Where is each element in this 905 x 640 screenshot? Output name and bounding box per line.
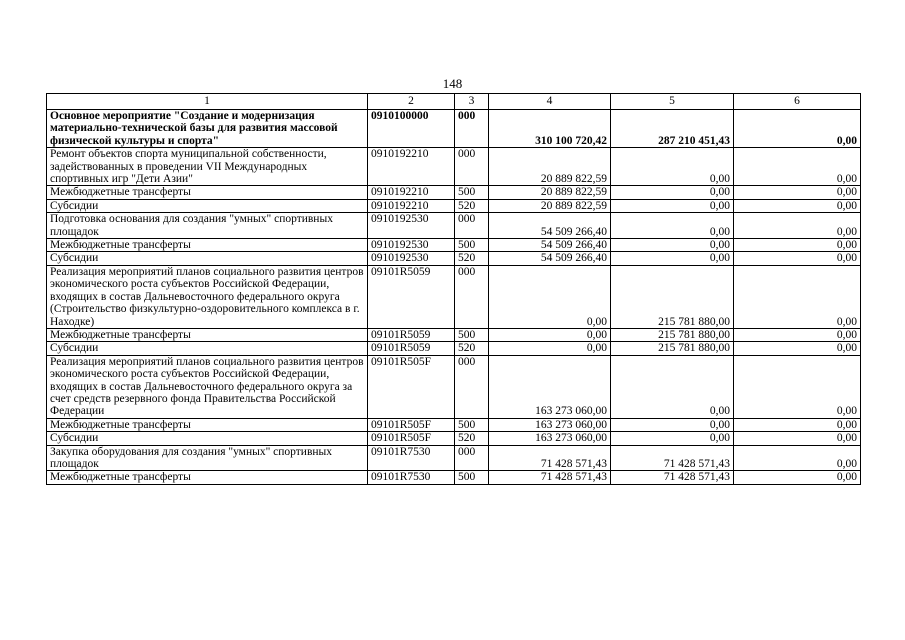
table-row — [47, 445, 861, 471]
cell-amount-col4: 0,00 — [489, 342, 611, 355]
cell-target-code: 09101R5059 — [368, 342, 455, 355]
budget-table-body — [47, 94, 861, 485]
cell-amount-col4: 20 889 822,59 — [489, 148, 611, 186]
cell-amount-col4: 0,00 — [489, 328, 611, 341]
cell-amount-col6: 0,00 — [734, 213, 861, 239]
cell-description: Закупка оборудования для создания "умных" спортивных площадок — [47, 445, 368, 471]
cell-amount-col6: 0,00 — [734, 342, 861, 355]
cell-description: Межбюджетные трансферты — [47, 328, 368, 341]
cell-amount-col6: 0,00 — [734, 148, 861, 186]
cell-expense-type: 520 — [455, 252, 489, 265]
cell-amount-col4: 54 509 266,40 — [489, 213, 611, 239]
cell-expense-type: 500 — [455, 471, 489, 484]
cell-amount-col6: 0,00 — [734, 418, 861, 431]
table-row — [47, 432, 861, 445]
table-row — [47, 471, 861, 484]
cell-expense-type: 520 — [455, 199, 489, 212]
table-row — [47, 148, 861, 186]
cell-description: Основное мероприятие "Создание и модернизация материально-технической базы для развития массовой физической культуры и спорта" — [47, 110, 368, 148]
cell-target-code: 0910192530 — [368, 252, 455, 265]
cell-target-code: 09101R5059 — [368, 265, 455, 328]
cell-expense-type: 000 — [455, 265, 489, 328]
cell-amount-col5: 0,00 — [611, 186, 734, 199]
cell-description: Субсидии — [47, 199, 368, 212]
cell-amount-col6: 0,00 — [734, 328, 861, 341]
column-header-6: 6 — [734, 94, 861, 110]
cell-amount-col6: 0,00 — [734, 471, 861, 484]
cell-amount-col4: 71 428 571,43 — [489, 471, 611, 484]
cell-target-code: 0910100000 — [368, 110, 455, 148]
cell-amount-col4: 71 428 571,43 — [489, 445, 611, 471]
table-row — [47, 186, 861, 199]
cell-amount-col5: 215 781 880,00 — [611, 265, 734, 328]
table-row — [47, 252, 861, 265]
table-row — [47, 265, 861, 328]
column-header-3: 3 — [455, 94, 489, 110]
budget-table — [46, 93, 861, 485]
cell-amount-col5: 0,00 — [611, 418, 734, 431]
cell-amount-col4: 20 889 822,59 — [489, 186, 611, 199]
cell-target-code: 0910192530 — [368, 239, 455, 252]
column-header-2: 2 — [368, 94, 455, 110]
column-header-1: 1 — [47, 94, 368, 110]
cell-amount-col5: 0,00 — [611, 199, 734, 212]
table-row — [47, 342, 861, 355]
cell-description: Межбюджетные трансферты — [47, 186, 368, 199]
cell-amount-col5: 215 781 880,00 — [611, 342, 734, 355]
cell-description: Субсидии — [47, 252, 368, 265]
column-number-header-row — [47, 94, 861, 110]
cell-amount-col5: 0,00 — [611, 252, 734, 265]
cell-amount-col5: 71 428 571,43 — [611, 445, 734, 471]
table-row — [47, 199, 861, 212]
cell-description: Подготовка основания для создания "умных" спортивных площадок — [47, 213, 368, 239]
cell-target-code: 09101R505F — [368, 432, 455, 445]
cell-expense-type: 000 — [455, 148, 489, 186]
cell-target-code: 0910192210 — [368, 148, 455, 186]
cell-target-code: 09101R7530 — [368, 445, 455, 471]
cell-description: Межбюджетные трансферты — [47, 239, 368, 252]
cell-amount-col5: 287 210 451,43 — [611, 110, 734, 148]
cell-amount-col6: 0,00 — [734, 252, 861, 265]
cell-expense-type: 000 — [455, 110, 489, 148]
cell-target-code: 09101R505F — [368, 355, 455, 418]
cell-amount-col6: 0,00 — [734, 355, 861, 418]
table-row — [47, 355, 861, 418]
cell-amount-col6: 0,00 — [734, 445, 861, 471]
table-row — [47, 418, 861, 431]
cell-description: Ремонт объектов спорта муниципальной собственности, задействованных в проведении VII Международных спортивных игр "Дети Азии" — [47, 148, 368, 186]
cell-amount-col5: 215 781 880,00 — [611, 328, 734, 341]
page-number: 148 — [442, 76, 463, 91]
cell-amount-col6: 0,00 — [734, 239, 861, 252]
cell-expense-type: 000 — [455, 445, 489, 471]
cell-amount-col4: 20 889 822,59 — [489, 199, 611, 212]
cell-expense-type: 500 — [455, 239, 489, 252]
cell-expense-type: 500 — [455, 418, 489, 431]
table-row — [47, 239, 861, 252]
cell-target-code: 0910192530 — [368, 213, 455, 239]
cell-description: Субсидии — [47, 342, 368, 355]
column-header-5: 5 — [611, 94, 734, 110]
cell-amount-col4: 54 509 266,40 — [489, 252, 611, 265]
cell-amount-col6: 0,00 — [734, 265, 861, 328]
cell-target-code: 0910192210 — [368, 186, 455, 199]
cell-target-code: 09101R7530 — [368, 471, 455, 484]
cell-amount-col4: 0,00 — [489, 265, 611, 328]
cell-expense-type: 520 — [455, 432, 489, 445]
cell-amount-col6: 0,00 — [734, 199, 861, 212]
cell-amount-col5: 0,00 — [611, 148, 734, 186]
cell-description: Реализация мероприятий планов социального развития центров экономического роста субъектов Российской Федерации, входящих в состав Дальневосточного федерального округа за счет средств резервного фонда Правительства Российской Федерации — [47, 355, 368, 418]
table-row — [47, 110, 861, 148]
cell-amount-col5: 0,00 — [611, 239, 734, 252]
cell-expense-type: 000 — [455, 213, 489, 239]
cell-target-code: 0910192210 — [368, 199, 455, 212]
cell-target-code: 09101R505F — [368, 418, 455, 431]
cell-expense-type: 500 — [455, 328, 489, 341]
cell-amount-col4: 163 273 060,00 — [489, 432, 611, 445]
cell-amount-col4: 163 273 060,00 — [489, 418, 611, 431]
column-header-4: 4 — [489, 94, 611, 110]
cell-description: Реализация мероприятий планов социального развития центров экономического роста субъектов Российской Федерации, входящих в состав Дальневосточного федерального округа (Строительство физкультурно-оздоровительного комплекса в г. Находке) — [47, 265, 368, 328]
cell-description: Межбюджетные трансферты — [47, 418, 368, 431]
cell-amount-col6: 0,00 — [734, 110, 861, 148]
cell-expense-type: 500 — [455, 186, 489, 199]
cell-amount-col5: 71 428 571,43 — [611, 471, 734, 484]
cell-amount-col6: 0,00 — [734, 432, 861, 445]
cell-amount-col5: 0,00 — [611, 355, 734, 418]
cell-amount-col4: 163 273 060,00 — [489, 355, 611, 418]
cell-amount-col5: 0,00 — [611, 432, 734, 445]
cell-target-code: 09101R5059 — [368, 328, 455, 341]
cell-amount-col4: 310 100 720,42 — [489, 110, 611, 148]
cell-description: Субсидии — [47, 432, 368, 445]
cell-amount-col5: 0,00 — [611, 213, 734, 239]
cell-expense-type: 000 — [455, 355, 489, 418]
cell-expense-type: 520 — [455, 342, 489, 355]
table-row — [47, 213, 861, 239]
cell-amount-col6: 0,00 — [734, 186, 861, 199]
cell-description: Межбюджетные трансферты — [47, 471, 368, 484]
cell-amount-col4: 54 509 266,40 — [489, 239, 611, 252]
table-row — [47, 328, 861, 341]
